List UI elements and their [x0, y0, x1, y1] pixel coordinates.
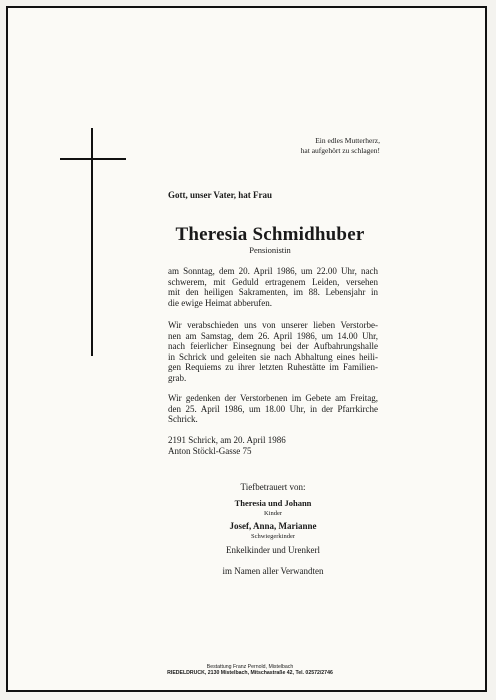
death-notice-line: am Sonntag, dem 20. April 1986, um 22.00 Uhr, nach	[168, 266, 378, 276]
prayer-notice	[168, 393, 378, 425]
deceased-name: Theresia Schmidhuber	[175, 224, 365, 245]
printer-footer	[120, 664, 380, 677]
relatives: im Namen aller Verwandten	[222, 566, 324, 576]
funeral-notice-line: in Schrick und geleiten sie nach Abhaltung eines heili-	[168, 351, 378, 362]
death-notice-line: schwerem, mit Geduld ertragenem Leiden, versehen	[168, 276, 378, 287]
death-notice	[168, 266, 378, 308]
funeral-notice	[168, 320, 378, 384]
footer-line-1: Bestattung Franz Pernold, Mistelbach	[206, 664, 294, 670]
cross-vertical-bar	[91, 128, 93, 356]
deceased-role: Pensionistin	[249, 245, 291, 255]
children-names: Theresia und Johann	[234, 498, 312, 508]
grandchildren: Enkelkinder und Urenkerl	[226, 545, 320, 555]
intro-line: Gott, unser Vater, hat Frau	[168, 190, 273, 200]
funeral-notice-line: nen am Samstag, dem 26. April 1986, um 14.00 Uhr,	[168, 330, 378, 341]
funeral-notice-line: Wir verabschieden uns von unserer lieben Verstorbe-	[168, 320, 378, 330]
funeral-notice-line: grab.	[168, 372, 187, 383]
prayer-notice-line: den 25. April 1986, um 18.00 Uhr, in der Pfarrkirche	[168, 403, 378, 414]
sender-address	[168, 435, 286, 456]
mourners-heading: Tiefbetrauert von:	[240, 482, 306, 492]
place-date: 2191 Schrick, am 20. April 1986	[168, 435, 286, 445]
funeral-notice-line: nach feierlicher Einsegnung bei der Aufbahrungshalle	[168, 341, 378, 352]
inlaws-label: Schwiegerkinder	[250, 533, 296, 540]
children-label: Kinder	[263, 510, 283, 517]
funeral-notice-line: gen Requiems zu ihrer letzten Ruhestätte im Familien-	[168, 362, 378, 373]
death-notice-line: mit den heiligen Sakramenten, im 88. Lebensjahr in	[168, 287, 378, 298]
motto	[260, 136, 380, 156]
death-notice-line: die ewige Heimat abberufen.	[168, 297, 272, 308]
prayer-notice-line: Schrick.	[168, 414, 198, 425]
prayer-notice-line: Wir gedenken der Verstorbenen im Gebete am Freitag,	[168, 393, 378, 403]
inlaws-names: Josef, Anna, Marianne	[229, 521, 317, 531]
motto-line-2: hat aufgehört zu schlagen!	[300, 146, 380, 155]
cross-horizontal-bar	[60, 158, 126, 160]
footer-line-2: RIEDELDRUCK, 2130 Mistelbach, Mitschastraße 42, Tel. 02572/2746	[167, 670, 333, 677]
street-address: Anton Stöckl-Gasse 75	[168, 445, 252, 456]
motto-line-1: Ein edles Mutterherz,	[315, 136, 380, 145]
